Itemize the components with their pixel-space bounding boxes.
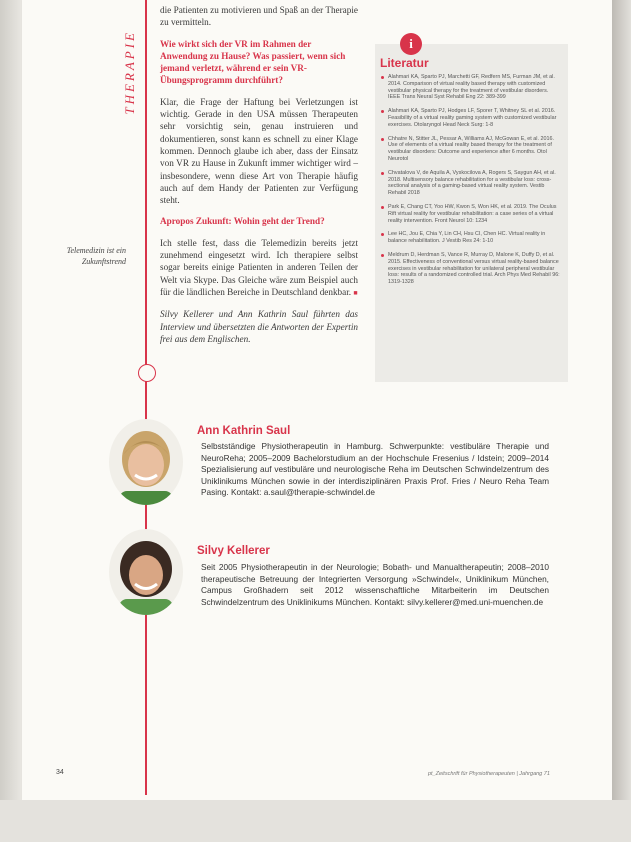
author-bio-kellerer: Seit 2005 Physiotherapeutin in der Neurologie; Bobath- und Manualtherapeutin; 2008–2010 therapeutische Betreuung der Integrierten Versorgung »Schwindel«, Uniklinikum München, Campus Großhadern seit 2012 wissenschaftliche Mitarbeiterin im Deutschen Schwindelzentrum des Uniklinikums München. Kontakt: silvy.kellerer@med.uni-muenchen.de xyxy=(201,562,549,607)
page-edge xyxy=(612,0,631,842)
paragraph-1: die Patienten zu motivieren und Spaß an der Therapie zu vermitteln. xyxy=(160,5,358,28)
interview-credit: Silvy Kellerer und Ann Kathrin Saul führten das Interview und übersetzten die Antworten der Expertin frei aus dem Englischen. xyxy=(160,309,358,344)
section-label: THERAPIE xyxy=(122,30,137,115)
portrait-icon xyxy=(109,529,183,615)
info-icon: i xyxy=(400,33,422,55)
author-photo-saul xyxy=(109,419,183,505)
main-column xyxy=(160,4,358,354)
author-photo-kellerer xyxy=(109,529,183,615)
author-name-kellerer: Silvy Kellerer xyxy=(197,545,270,557)
literature-item: Chhatre N, Stitter JL, Pessar A, Williams AJ, McGowan E, et al. 2016. Use of elements of a virtual reality based therapy for the treatment of vestibular disorders: Outcome and experience after 6 months. Otol Neurotol xyxy=(380,136,560,163)
journal-footer: pt_Zeitschrift für Physiotherapeuten | Jahrgang 71 xyxy=(428,771,550,777)
literature-item: Park E, Chang CT, Yoo HW, Kwon S, Won HK, et al. 2019. The Oculus Rift virtual reality for vestibular rehabilitation: a case series of a virtual reality intervention. Front Neurol 10: 1234 xyxy=(380,204,560,224)
question-1: Wie wirkt sich der VR im Rahmen der Anwendung zu Hause? Was passiert, wenn sich jemand verletzt, während er sein VR-Übungsprogramm durchführt? xyxy=(160,38,346,86)
literature-item: Lee HC, Jou E, Chia Y, Lin CH, Hsu CI, Chen HC. Virtual reality in balance rehabilitation. J Vestib Res 24: 1-10 xyxy=(380,231,560,245)
literature-item: Alahmari KA, Sparto PJ, Hodges LF, Sporer T, Whitney SL et al. 2016. Feasibility of a virtual reality gaming system with customized vestibular exercises. Otolaryngol Head Neck Surg: 1-8 xyxy=(380,108,560,128)
end-mark: ■ xyxy=(353,288,358,297)
literature-list xyxy=(380,74,560,293)
literature-item: Chvatalova V, de Aquila A, Vyskocilova A, Rogers S, Saygun AH, et al. 2018. Multisensory balance rehabilitation for a vestibular loss: cross-sectional analysis of a gaming-based virtual reality system. Vestib Rehabil 2018 xyxy=(380,170,560,197)
literature-item: Alahmari KA, Sparto PJ, Marchetti GF, Redfern MS, Furman JM, et al. 2014. Comparison of virtual reality based therapy with customized vestibular physical therapy for the treatment of vestibular disorders. IEEE Trans Neural Syst Rehabil Eng 22: 389-399 xyxy=(380,74,560,101)
page-number: 34 xyxy=(56,769,64,776)
margin-note: Telemedizin ist ein Zukunftstrend xyxy=(66,246,126,266)
literature-title: Literatur xyxy=(380,56,429,70)
author-bio-saul: Selbstständige Physiotherapeutin in Hamburg. Schwerpunkte: vestibuläre Therapie und NeuroReha; 2005–2009 Bachelorstudium an der Hochschule Fresenius / Idstein; 2009–2014 Spezialisierung auf vestibuläre und neurologische Reha im Deutschen Schwindelzentrum des Uniklinikums München sowie in der interdisziplinären Praxis Prof. Fries / Neuro Reha Team Pasing. Kontakt: a.saul@therapie-schwindel.de xyxy=(201,441,549,498)
literature-item: Meldrum D, Herdman S, Vance R, Murray D, Malone K, Duffy D, et al. 2015. Effectiveness of conventional versus virtual reality-based balance exercises in vestibular rehabilitation for unilateral peripheral vestibular loss: results of a randomized controlled trial. Arch Phys Med Rehabil 96: 1319-1328 xyxy=(380,252,560,286)
scan-background xyxy=(0,800,631,842)
question-2: Apropos Zukunft: Wohin geht der Trend? xyxy=(160,216,325,227)
section-divider-line xyxy=(145,0,147,795)
divider-dot xyxy=(138,364,156,382)
paragraph-2: Klar, die Frage der Haftung bei Verletzungen ist wichtig. Gerade in den USA müssen Therapeuten sehr vorsichtig sein, genau instruieren und dokumentieren, sonst kann es schnell zu einer Klage kommen. Dennoch glaube ich aber, dass der Einsatz von VR zu Hause in Zukunft immer wichtiger wird – insbesondere, wenn diese Art von Therapie häufig auch auf dem Handy der Patienten zur Verfügung steht. xyxy=(160,96,358,206)
page-binding xyxy=(0,0,22,842)
paragraph-3-text: Ich stelle fest, dass die Telemedizin bereits jetzt zunehmend eingesetzt wird. Ich therapiere selbst sogar bereits einige Patienten in anderen Teilen der Welt via Skype. Das Gleiche wäre zum Beispiel auch für die ländlichen Bereiche in Deutschland denkbar. xyxy=(160,237,358,297)
portrait-icon xyxy=(109,419,183,505)
author-name-saul: Ann Kathrin Saul xyxy=(197,425,291,437)
paragraph-3 xyxy=(160,237,358,299)
